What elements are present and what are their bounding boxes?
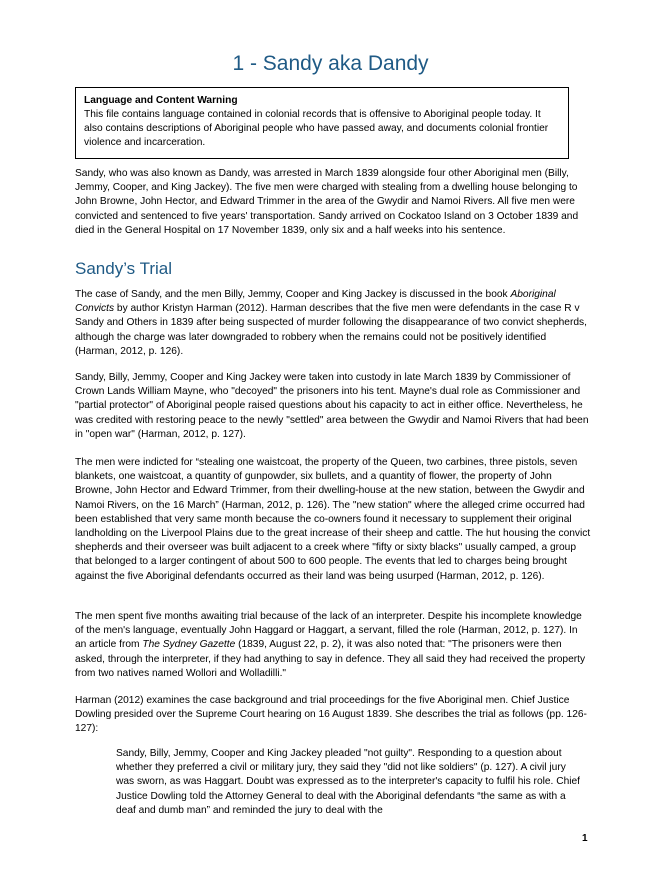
book-title: Aboriginal Convicts — [75, 289, 556, 315]
paragraph-5: Harman (2012) examines the case background and trial proceedings for the five Aboriginal men. Chief Justice Dowling presided over the Supreme Court hearing on 16 August 1839. She describes the trial as follows (pp. 126-127): — [75, 695, 587, 735]
paragraph-1 — [75, 288, 591, 359]
content-warning-text: This file contains language contained in colonial records that is offensive to Aboriginal people today. It also contains descriptions of Aboriginal people who have passed away, and documents colonial frontier violence and incarceration. — [84, 109, 549, 148]
paragraph-1-text-a: The case of Sandy, and the men Billy, Jemmy, Cooper and King Jackey is discussed in the book — [75, 289, 511, 300]
page-title: 1 - Sandy aka Dandy — [232, 52, 429, 75]
content-warning-heading: Language and Content Warning — [84, 95, 238, 106]
paragraph-2: Sandy, Billy, Jemmy, Cooper and King Jackey were taken into custody in late March 1839 by Commissioner of Crown Lands William Mayne, who "decoyed" the prisoners into his tent. Mayne's dual role as Commissioner and "partial protector" of Aboriginal people raised questions about his capacity to act in either office. Nevertheless, he was credited with restoring peace to the newly "settled" area between the Gwydir and Namoi Rivers that had been in "open war" (Harman, 2012, p. 127). — [75, 372, 589, 440]
paragraph-4-text-a: The men spent five months awaiting trial because of the lack of an interpreter. Despite his incomplete knowledge of the men's language, eventually John Haggard or Haggart, a servant, filled the role (Harman, 2012, p. 127). In an article from — [75, 611, 582, 651]
content-warning-box — [75, 87, 569, 159]
newspaper-title: The Sydney Gazette — [142, 639, 236, 651]
paragraph-4-text-b: (1839, August 22, p. 2), it was also noted that: "The prisoners were then asked, through the interpreter, if they had anything to say in defence. They all said they had received the property from two natives named Wollori and Wolladilli." — [75, 639, 586, 679]
paragraph-4 — [75, 610, 591, 681]
section-heading: Sandy’s Trial — [75, 259, 173, 278]
paragraph-3: The men were indicted for “stealing one waistcoat, the property of the Queen, two carbines, three pistols, seven blankets, one waistcoat, a quantity of gunpowder, six bullets, and a quantity of flower, the property of John Browne, John Hector and Edward Trimmer, from their dwelling-house at the new station, between the Gwydir and Namoi Rivers, on the 16 March” (Harman, 2012, p. 126). The "new station" where the alleged crime occurred had been established that very same month because the co-owners found it necessary to supplement their original landholding on the Liverpool Plains due to the great increase of their sheep and cattle. The hut housing the convict shepherds and their overseer was built adjacent to a creek where "fifty or sixty blacks" usually camped, a group that belonged to a larger contingent of about 500 to 600 people. The events that led to charges being brought against the five Aboriginal defendants occurred as their land was being usurped (Harman, 2012, p. 126). — [75, 457, 591, 582]
block-quote: Sandy, Billy, Jemmy, Cooper and King Jackey pleaded "not guilty". Responding to a question about whether they preferred a civil or military jury, they said they "did not like soldiers" (p. 127). A civil jury was sworn, as was Haggart. Doubt was expressed as to the interpreter's capacity to fulfil his role. Chief Justice Dowling told the Attorney General to deal with the Aboriginal defendants “the same as with a deaf and dumb man” and reminded the jury to deal with the — [116, 748, 580, 816]
page-number: 1 — [582, 833, 588, 844]
intro-paragraph: Sandy, who was also known as Dandy, was arrested in March 1839 alongside four other Aboriginal men (Billy, Jemmy, Cooper, and King Jackey). The five men were charged with stealing from a dwelling house belonging to John Browne, John Hector, and Edward Trimmer in the area of the Gwydir and Namoi Rivers. All five men were convicted and sentenced to five years' transportation. Sandy arrived on Cockatoo Island on 3 October 1839 and died in the General Hospital on 17 November 1839, only six and a half weeks into his sentence. — [75, 168, 579, 236]
paragraph-1-text-b: by author Kristyn Harman (2012). Harman describes that the five men were defendants in the case R v Sandy and Others in 1839 after being suspected of murder following the disappearance of two convict shepherds, although the charge was later downgraded to robbery when the remains could not be positively identified (Harman, 2012, p. 126). — [75, 303, 587, 357]
